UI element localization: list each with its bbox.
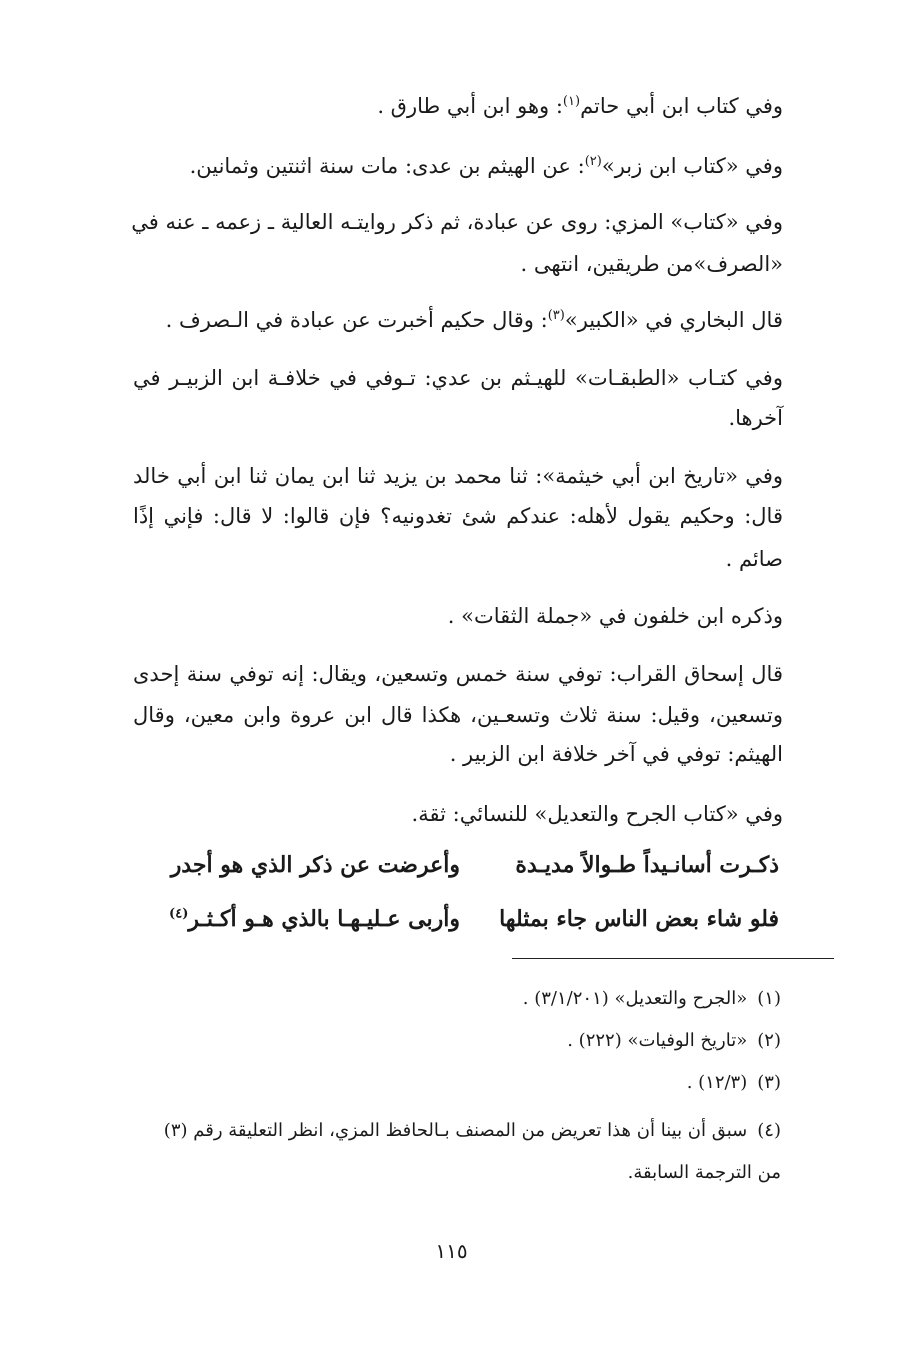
footnote-4 (133, 1118, 781, 1144)
footnote-number: (١) (757, 988, 781, 1009)
paragraph-6-line-3: صائم . (725, 547, 783, 571)
paragraph-9: وفي «كتاب الجرح والتعديل» للنسائي: ثقة. (411, 802, 783, 826)
footnote-ref-1[interactable]: (١) (562, 94, 581, 109)
paragraph-3-line-1: وفي «كتاب» المزي: روى عن عبادة، ثم ذكر روايتـه العالية ـ زعمه ـ عنه في (131, 210, 783, 234)
footnote-text: سبق أن بينا أن هذا تعريض من المصنف بـالحافظ المزي، انظر التعليقة رقم (٣) (163, 1120, 748, 1141)
poem-verse-2-left (140, 904, 460, 934)
footnote-number: (٤) (757, 1120, 781, 1141)
text-segment: وفي كتاب ابن أبي حاتم (580, 94, 783, 118)
footnote-number: (٣) (757, 1072, 781, 1093)
paragraph-5-line-1: وفي كتـاب «الطبقـات» للهيـثم بن عدي: تـوفي في خلافـة ابن الزبيـر في (133, 366, 783, 390)
page-number: ١١٥ (435, 1239, 468, 1263)
paragraph-3-line-2: «الصرف»من طريقين، انتهى . (520, 252, 783, 276)
paragraph-7: وذكره ابن خلفون في «جملة الثقات» . (447, 604, 783, 628)
footnote-text: (١٢/٣) . (686, 1072, 748, 1093)
footnote-3 (687, 1070, 781, 1096)
poem-verse-1-left: وأعرضت عن ذكر الذي هو أجدر (170, 852, 460, 878)
footnote-4-continued: من الترجمة السابقة. (627, 1162, 781, 1183)
paragraph-8-line-3: الهيثم: توفي في آخر خلافة ابن الزبير . (449, 742, 783, 766)
paragraph-5-line-2: آخرها. (728, 406, 783, 430)
paragraph-6-line-1: وفي «تاريخ ابن أبي خيثمة»: ثنا محمد بن يزيد ثنا ابن يمان ثنا ابن أبي خالد (133, 464, 783, 488)
paragraph-8-line-1: قال إسحاق القراب: توفي سنة خمس وتسعين، ويقال: إنه توفي سنة إحدى (133, 662, 783, 686)
footnote-number: (٢) (757, 1030, 781, 1051)
footnote-2 (567, 1028, 781, 1054)
paragraph-4 (166, 306, 783, 334)
footnote-text: «الجرح والتعديل» (٣/١/٢٠١) . (522, 988, 748, 1009)
footnote-ref-2[interactable]: (٢) (584, 154, 602, 169)
paragraph-6-line-2: قال: وحكيم يقول لأهله: عندكم شئ تغدونيه؟ فإن قالوا: لا قال: فإني إذًا (133, 504, 783, 528)
paragraph-8-line-2: وتسعين، وقيل: سنة ثلاث وتسعـين، هكذا قال ابن عروة وابن معين، وقال (133, 703, 783, 727)
text-segment: : عن الهيثم بن عدى: مات سنة اثنتين وثمانين. (189, 154, 585, 178)
text-segment: قال البخاري في «الكبير» (564, 308, 783, 332)
footnote-ref-3[interactable]: (٣) (547, 308, 565, 323)
footnote-1 (523, 986, 781, 1012)
paragraph-1 (377, 92, 783, 120)
text-segment: وفي «كتاب ابن زبر» (601, 154, 783, 178)
footnote-text: «تاريخ الوفيات» (٢٢٢) . (567, 1030, 748, 1051)
text-segment: : وهو ابن أبي طارق . (377, 94, 563, 118)
poem-verse-2-left-text: وأربى عـليـهـا بالذي هـو أكـثـر (188, 906, 460, 932)
footnote-separator (512, 958, 834, 959)
poem-verse-2-right: فلو شاء بعض الناس جاء بمثلها (499, 906, 779, 932)
text-segment: : وقال حكيم أخبرت عن عبادة في الـصرف . (165, 308, 548, 332)
poem-verse-1-right: ذكـرت أسانـيداً طـوالاً مديـدة (515, 852, 779, 878)
paragraph-2 (190, 152, 783, 180)
footnote-ref-4[interactable]: (٤) (169, 906, 189, 922)
